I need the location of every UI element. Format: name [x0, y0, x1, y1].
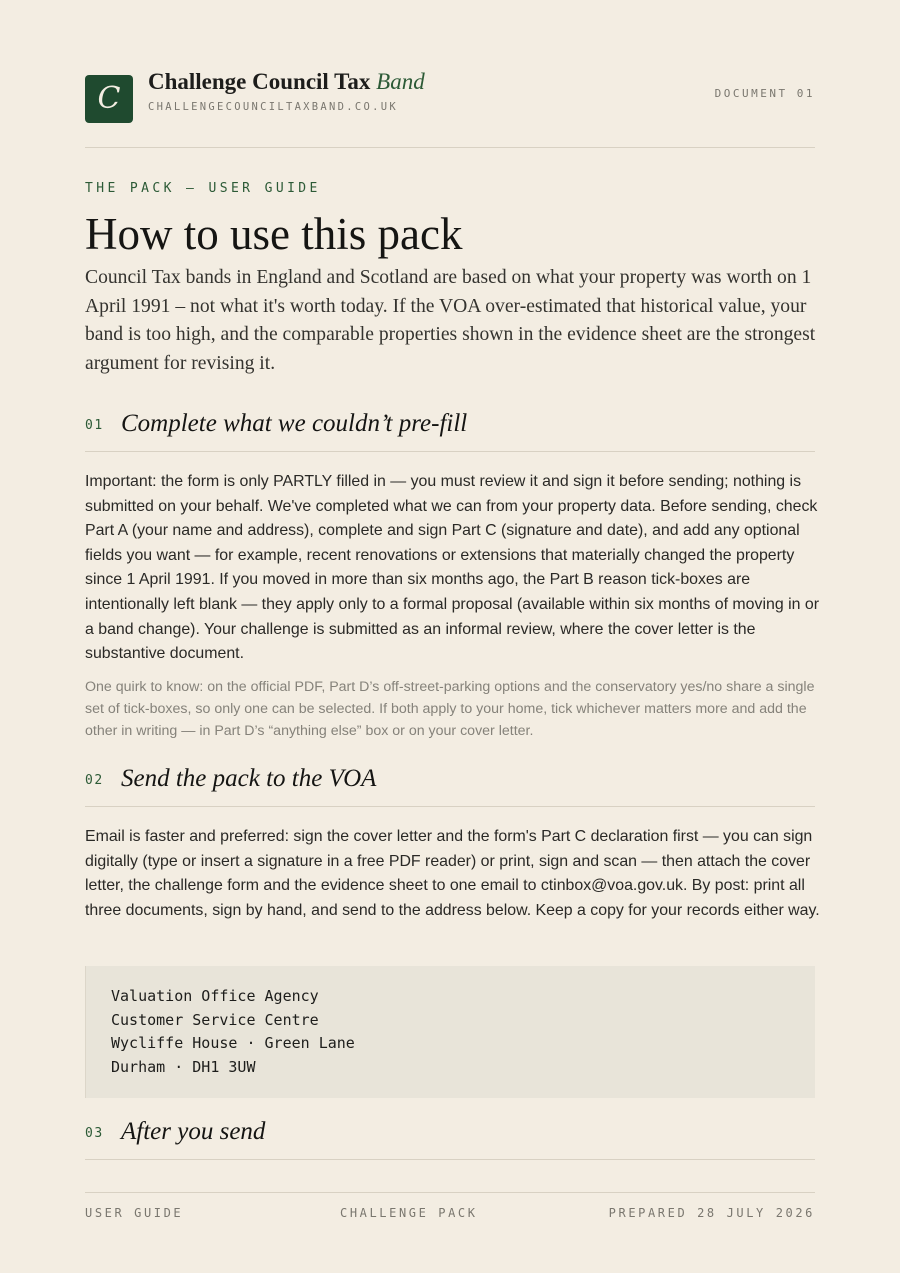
- section-divider: [85, 806, 815, 807]
- section-number: 03: [85, 1126, 104, 1141]
- intro-paragraph: Council Tax bands in England and Scotland are based on what your property was worth on 1 April 1991 – not what it's worth today. If the VOA over-estimated that historical value, your band is too high, and the comparable properties shown in the evidence sheet are the strongest argument for revising it.: [85, 267, 816, 374]
- document-number: DOCUMENT 01: [714, 87, 815, 100]
- address-line: Valuation Office Agency: [111, 987, 319, 1005]
- logo-letter: C: [97, 81, 121, 116]
- address-line: Wycliffe House · Green Lane: [111, 1034, 355, 1052]
- section-title: After you send: [121, 1118, 266, 1145]
- footer-center-label: CHALLENGE PACK: [340, 1206, 478, 1220]
- brand-title-main: Challenge Council Tax: [148, 69, 377, 94]
- footer-right-label: PREPARED 28 JULY 2026: [608, 1206, 815, 1220]
- address-line: Durham · DH1 3UW: [111, 1057, 256, 1076]
- section-number: 01: [85, 418, 104, 433]
- section-title: Send the pack to the VOA: [121, 765, 377, 792]
- section-body: Important: the form is only PARTLY filled in — you must review it and sign it before sending; nothing is submitted on your behalf. We've completed what we can from your property data. Before sending, check Part A (your name and address), complete and sign Part C (signature and date), and add any optional fields you want — for example, recent renovations or extensions that materially changed the property since 1 April 1991. If you moved in more than six months ago, the Part B reason tick-boxes are intentionally left blank — they apply only to a formal proposal (available within six months of moving in or a band change). Your challenge is submitted as an informal review, where the cover letter is the substantive document.: [85, 473, 819, 663]
- brand-url: CHALLENGECOUNCILTAXBAND.CO.UK: [148, 101, 399, 113]
- document-header: [85, 69, 815, 125]
- section-body: Email is faster and preferred: sign the cover letter and the form's Part C declaration first — you can sign digitally (type or insert a signature in a free PDF reader) or print, sign and scan — then attach the cover letter, the challenge form and the evidence sheet to one email to ctinbox@voa.gov.uk. By post: print all three documents, sign by hand, and send to the address below. Keep a copy for your records either way.: [85, 828, 820, 919]
- section-divider: [85, 1159, 815, 1160]
- brand-title-accent: Band: [376, 69, 425, 94]
- document-page: [85, 0, 820, 1273]
- brand-logo: [85, 75, 133, 123]
- footer-left-label: USER GUIDE: [85, 1206, 184, 1220]
- section-title: Complete what we couldn’t pre-fill: [121, 410, 468, 437]
- footer-divider: [85, 1192, 815, 1193]
- address-line: Customer Service Centre: [111, 1010, 319, 1029]
- header-divider: [85, 147, 815, 148]
- section-number: 02: [85, 773, 104, 788]
- page-title: How to use this pack: [85, 209, 463, 259]
- section-divider: [85, 451, 815, 452]
- postal-address-block: [85, 966, 815, 1098]
- eyebrow-label: THE PACK — USER GUIDE: [85, 181, 321, 196]
- brand-title: [148, 69, 425, 95]
- section-note: One quirk to know: on the official PDF, Part D’s off-street-parking options and the conservatory yes/no share a single set of tick-boxes, so only one can be selected. If both apply to your home, tick whichever matters more and add the other in writing — in Part D’s “anything else” box or on your cover letter.: [85, 679, 815, 739]
